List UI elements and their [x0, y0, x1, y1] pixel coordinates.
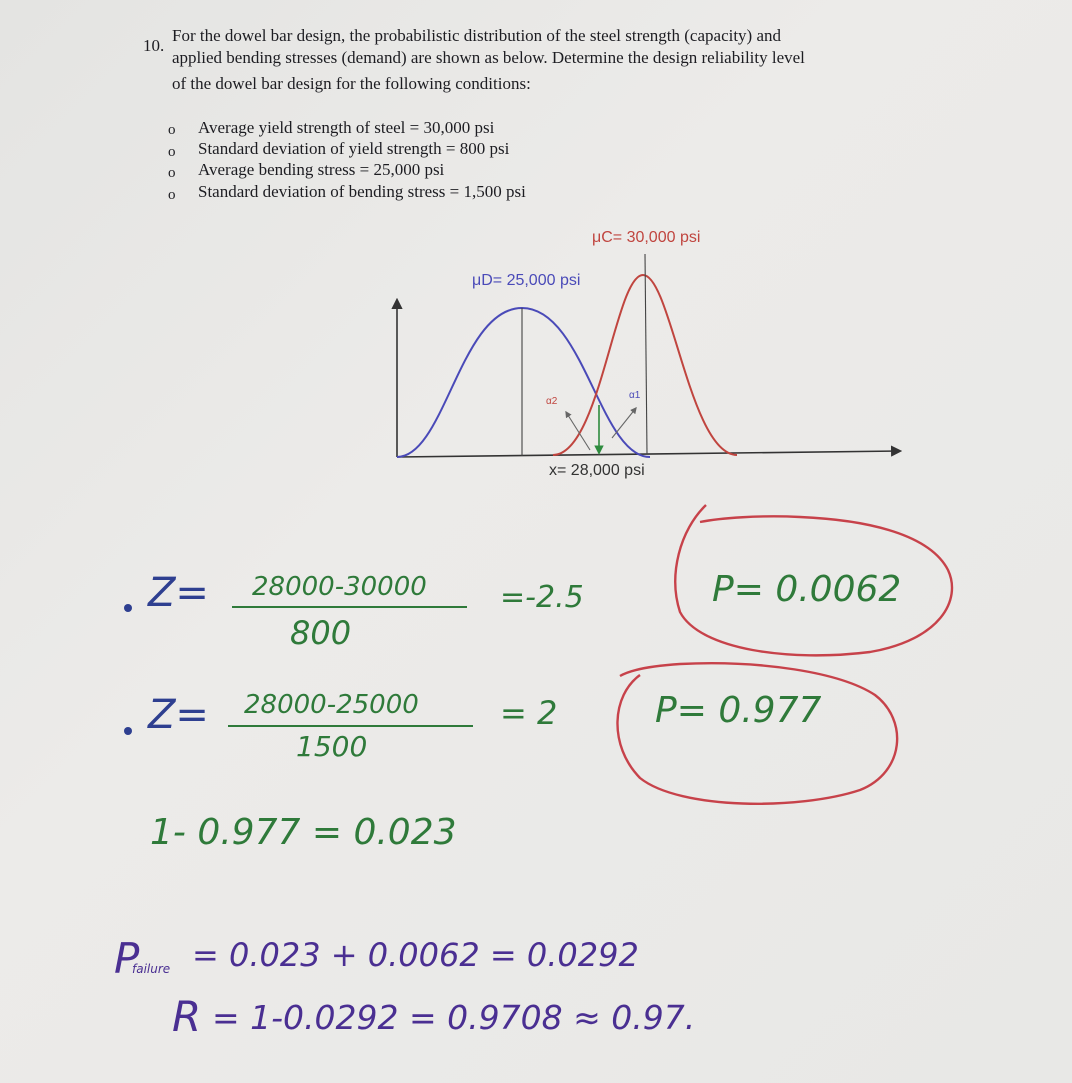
x-threshold-label: x= 28,000 psi [549, 462, 645, 479]
complement-equation: 1- 0.977 = 0.023 [150, 812, 457, 853]
bullet-dot [124, 727, 132, 735]
question-number: 10. [143, 36, 165, 55]
p-failure-equation: = 0.023 + 0.0062 = 0.0292 [192, 936, 639, 974]
z1-result: =-2.5 [500, 580, 584, 615]
bullet-marker: o [168, 187, 176, 203]
condition-2: Standard deviation of yield strength = 800 psi [198, 139, 510, 158]
mu-c-label: μC= 30,000 psi [592, 229, 701, 246]
bullet-marker: o [168, 165, 176, 181]
reliability-equation: = 1-0.0292 = 0.9708 ≈ 0.97. [212, 998, 696, 1037]
z1-denominator: 800 [290, 614, 352, 652]
circle-p2 [617, 663, 897, 804]
question-line-1: For the dowel bar design, the probabilistic distribution of the steel strength (capacity) and [172, 26, 782, 45]
z2-label: Z= [148, 692, 209, 738]
condition-4: Standard deviation of bending stress = 1,500 psi [198, 182, 526, 201]
alpha1-label: α1 [629, 390, 641, 401]
demand-curve [397, 308, 650, 457]
distribution-figure [0, 0, 1072, 500]
z2-fraction-bar [228, 725, 473, 727]
alpha2-label: α2 [546, 396, 558, 407]
bullet-dot [124, 604, 132, 612]
p1-value: P= 0.0062 [712, 569, 902, 610]
p-failure-symbol: P [114, 934, 140, 983]
condition-1: Average yield strength of steel = 30,000 psi [198, 118, 495, 137]
z1-numerator: 28000-30000 [252, 572, 427, 602]
p2-value: P= 0.977 [655, 690, 822, 731]
z2-numerator: 28000-25000 [244, 690, 419, 720]
p-failure-subscript: failure [132, 962, 171, 976]
reliability-symbol: R [172, 992, 202, 1041]
mu-d-label: μD= 25,000 psi [472, 272, 581, 289]
bullet-marker: o [168, 122, 176, 138]
alpha1-arrow [612, 408, 636, 438]
bullet-marker: o [168, 144, 176, 160]
z2-result: = 2 [500, 694, 558, 732]
capacity-mean-line [645, 254, 647, 454]
z1-label: Z= [148, 570, 209, 616]
question-line-3: of the dowel bar design for the following conditions: [172, 74, 531, 93]
condition-3: Average bending stress = 25,000 psi [198, 160, 445, 179]
z1-fraction-bar [232, 606, 467, 608]
question-line-2: applied bending stresses (demand) are shown as below. Determine the design reliability level [172, 48, 805, 67]
z2-denominator: 1500 [296, 730, 368, 763]
